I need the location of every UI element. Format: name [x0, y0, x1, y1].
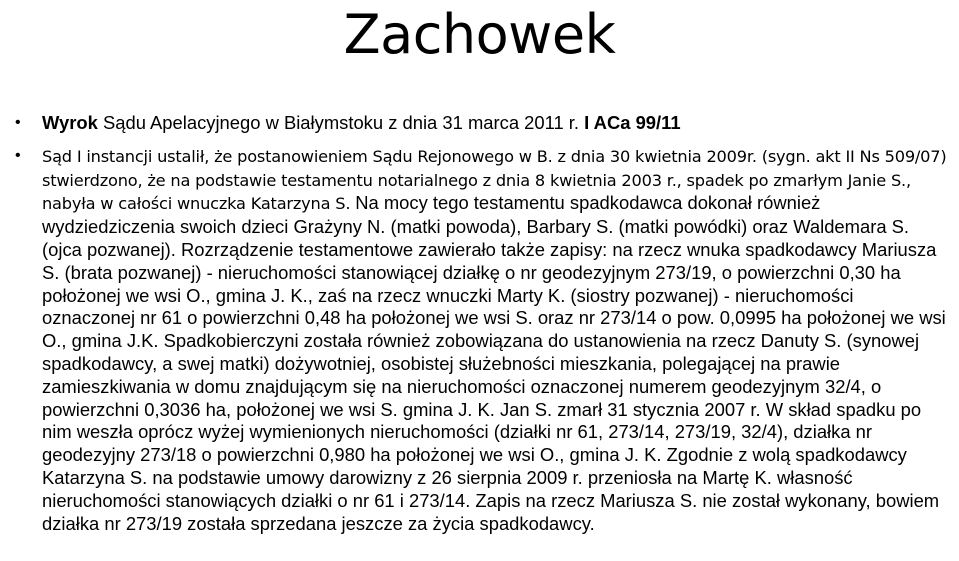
bullet-item-facts [0, 145, 959, 536]
bullet-item-judgment [0, 112, 959, 135]
case-signature: I ACa 99/11 [584, 112, 681, 133]
judgment-label: Wyrok [42, 112, 98, 133]
bullet-dot-icon: • [15, 146, 21, 164]
slide-title: Zachowek [343, 3, 616, 66]
facts-text-body: Na mocy tego testamentu spadkodawca dokonał również wydziedziczenia swoich dzieci Grażyny N. (matki powoda), Barbary S. (matki powódki) oraz Waldemara S. (ojca pozwanej). Rozrządzenie testamentowe zawierało także zapisy: na rzecz wnuka spadkodawcy Mariusza S. (brata pozwanej) - nieruchomości stanowiącej działkę o nr geodezyjnym 273/19, o powierzchni 0,30 ha położonej we wsi O., gmina J. K., zaś na rzecz wnuczki Marty K. (siostry pozwanej) - nieruchomości oznaczonej nr 61 o powierzchni 0,48 ha położonej we wsi S. oraz nr 273/14 o pow. 0,0995 ha położonej we wsi O., gmina J.K. Spadkobierczyni została również zobowiązana do ustanowienia na rzecz Danuty S. (synowej spadkodawcy, a swej matki) dożywotniej, osobistej służebności mieszkania, polegającej na prawie zamieszkiwania w domu znajdującym się na nieruchomości oznaczonej numerem geodezyjnym 32/4, o powierzchni 0,3036 ha, położonej we wsi S. gmina J. K. Jan S. zmarł 31 stycznia 2007 r. W skład spadku po nim weszła oprócz wyżej wymienionych nieruchomości (działki nr 61, 273/14, 273/19, 32/4), działka nr geodezyjny 273/18 o powierzchni 0,980 ha położonej we wsi O., gmina J. K. Zgodnie z wolą spadkodawcy Katarzyna S. na podstawie umowy darowizny z 26 sierpnia 2009 r. przeniosła na Martę K. własność nieruchomości stanowiących działki o nr 61 i 273/14. Zapis na rzecz Mariusza S. nie został wykonany, bowiem działka nr 273/19 została sprzedana jeszcze za życia spadkodawcy. [42, 192, 946, 534]
judgment-court-text: Sądu Apelacyjnego w Białymstoku z dnia 31 marca 2011 r. [97, 112, 585, 133]
facts-text-intro: Sąd I instancji ustalił, że postanowieniem Sądu Rejonowego w B. z dnia 30 kwietnia 2009r. (sygn. akt II Ns 509/07) stwierdzono, że na podstawie testamentu notarialnego z dnia 8 kwietnia 2003 r., spadek po zmarłym Janie S., nabyła w całości wnuczka Katarzyna S. [42, 146, 947, 214]
bullet-dot-icon: • [15, 114, 21, 131]
bullet-list [0, 112, 959, 535]
